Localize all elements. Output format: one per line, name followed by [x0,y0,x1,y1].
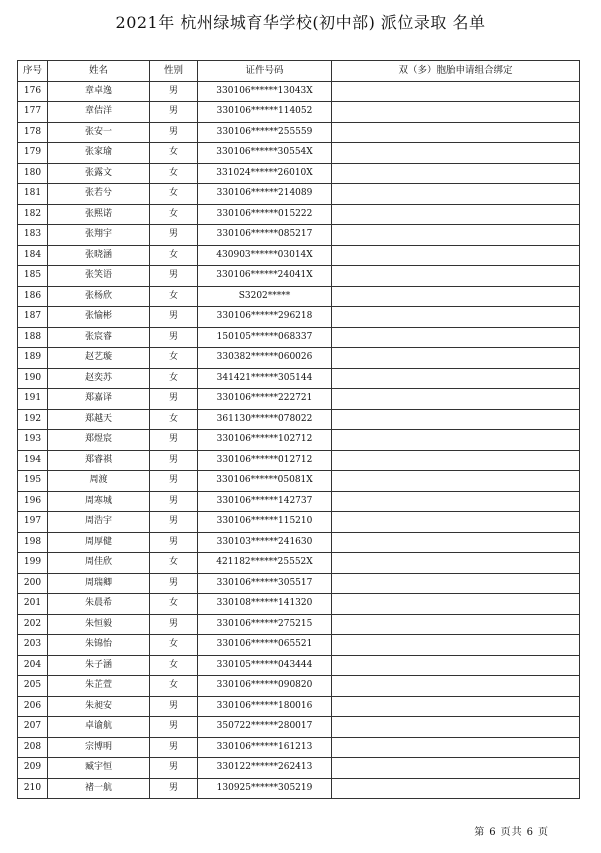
id-number-cell: 330106******161213 [198,737,332,758]
id-number-cell: 331024******26010X [198,163,332,184]
serial-number-cell: 189 [18,348,48,369]
twin-binding-cell [332,696,580,717]
twin-binding-cell [332,573,580,594]
name-cell: 周浩宇 [48,512,150,533]
id-number-cell: 330106******142737 [198,491,332,512]
header-serial-number: 序号 [18,61,48,82]
serial-number-cell: 198 [18,532,48,553]
twin-binding-cell [332,81,580,102]
serial-number-cell: 205 [18,676,48,697]
table-row [18,758,580,779]
serial-number-cell: 179 [18,143,48,164]
name-cell: 郑越天 [48,409,150,430]
gender-cell: 女 [150,594,198,615]
name-cell: 朱锦怡 [48,635,150,656]
name-cell: 郑嘉译 [48,389,150,410]
table-row [18,389,580,410]
header-gender: 性别 [150,61,198,82]
id-number-cell: 350722******280017 [198,717,332,738]
serial-number-cell: 193 [18,430,48,451]
id-number-cell: 330103******241630 [198,532,332,553]
table-row [18,737,580,758]
id-number-cell: 330106******114052 [198,102,332,123]
gender-cell: 男 [150,122,198,143]
serial-number-cell: 186 [18,286,48,307]
name-cell: 朱子涵 [48,655,150,676]
gender-cell: 女 [150,409,198,430]
id-number-cell: 330106******015222 [198,204,332,225]
serial-number-cell: 202 [18,614,48,635]
table-row [18,512,580,533]
serial-number-cell: 185 [18,266,48,287]
twin-binding-cell [332,307,580,328]
gender-cell: 男 [150,512,198,533]
name-cell: 张愉彬 [48,307,150,328]
name-cell: 张晓涵 [48,245,150,266]
twin-binding-cell [332,122,580,143]
serial-number-cell: 200 [18,573,48,594]
gender-cell: 男 [150,307,198,328]
twin-binding-cell [332,327,580,348]
page-suffix: 页 [538,827,549,838]
name-cell: 章佶洋 [48,102,150,123]
page-current: 6 [489,827,497,838]
serial-number-cell: 201 [18,594,48,615]
table-row [18,594,580,615]
gender-cell: 女 [150,676,198,697]
name-cell: 章卓逸 [48,81,150,102]
name-cell: 褚一航 [48,778,150,799]
table-row [18,676,580,697]
name-cell: 张熙诺 [48,204,150,225]
gender-cell: 男 [150,81,198,102]
table-row [18,122,580,143]
twin-binding-cell [332,286,580,307]
twin-binding-cell [332,737,580,758]
gender-cell: 男 [150,737,198,758]
name-cell: 朱晨希 [48,594,150,615]
document-title: 2021年 杭州绿城育华学校(初中部) 派位录取 名单 [115,13,486,32]
id-number-cell: 421182******25552X [198,553,332,574]
serial-number-cell: 178 [18,122,48,143]
twin-binding-cell [332,614,580,635]
name-cell: 周厚健 [48,532,150,553]
twin-binding-cell [332,635,580,656]
id-number-cell: 330106******275215 [198,614,332,635]
twin-binding-cell [332,225,580,246]
twin-binding-cell [332,102,580,123]
serial-number-cell: 177 [18,102,48,123]
serial-number-cell: 196 [18,491,48,512]
serial-number-cell: 191 [18,389,48,410]
id-number-cell: 330106******115210 [198,512,332,533]
id-number-cell: 330106******065521 [198,635,332,656]
twin-binding-cell [332,471,580,492]
serial-number-cell: 192 [18,409,48,430]
table-row [18,102,580,123]
table-row [18,430,580,451]
table-row [18,717,580,738]
twin-binding-cell [332,532,580,553]
gender-cell: 男 [150,532,198,553]
name-cell: 张杨欣 [48,286,150,307]
twin-binding-cell [332,409,580,430]
serial-number-cell: 206 [18,696,48,717]
serial-number-cell: 182 [18,204,48,225]
twin-binding-cell [332,266,580,287]
twin-binding-cell [332,245,580,266]
table-row [18,143,580,164]
gender-cell: 男 [150,389,198,410]
gender-cell: 女 [150,143,198,164]
gender-cell: 女 [150,245,198,266]
table-row [18,655,580,676]
name-cell: 朱昶安 [48,696,150,717]
gender-cell: 女 [150,368,198,389]
id-number-cell: S3202***** [198,286,332,307]
id-number-cell: 330106******24041X [198,266,332,287]
table-row [18,614,580,635]
table-row [18,491,580,512]
table-body [18,81,580,799]
id-number-cell: 130925******305219 [198,778,332,799]
gender-cell: 男 [150,327,198,348]
name-cell: 张宸睿 [48,327,150,348]
name-cell: 臧宇恒 [48,758,150,779]
id-number-cell: 330106******090820 [198,676,332,697]
name-cell: 郑煜宸 [48,430,150,451]
name-cell: 卓谕航 [48,717,150,738]
name-cell: 周瑞卿 [48,573,150,594]
id-number-cell: 330122******262413 [198,758,332,779]
table-row [18,348,580,369]
serial-number-cell: 180 [18,163,48,184]
name-cell: 周渡 [48,471,150,492]
name-cell: 周佳欣 [48,553,150,574]
gender-cell: 女 [150,286,198,307]
id-number-cell: 330106******180016 [198,696,332,717]
serial-number-cell: 207 [18,717,48,738]
twin-binding-cell [332,163,580,184]
gender-cell: 女 [150,163,198,184]
id-number-cell: 330106******085217 [198,225,332,246]
table-row [18,532,580,553]
admission-roster-table [17,60,580,799]
gender-cell: 男 [150,614,198,635]
name-cell: 赵奕苏 [48,368,150,389]
gender-cell: 女 [150,655,198,676]
gender-cell: 男 [150,225,198,246]
table-row [18,778,580,799]
serial-number-cell: 181 [18,184,48,205]
table-row [18,327,580,348]
twin-binding-cell [332,717,580,738]
name-cell: 张露文 [48,163,150,184]
table-row [18,225,580,246]
twin-binding-cell [332,553,580,574]
table-row [18,471,580,492]
table-row [18,573,580,594]
gender-cell: 男 [150,471,198,492]
id-number-cell: 341421******305144 [198,368,332,389]
serial-number-cell: 184 [18,245,48,266]
id-number-cell: 330106******222721 [198,389,332,410]
id-number-cell: 361130******078022 [198,409,332,430]
gender-cell: 女 [150,553,198,574]
table-row [18,184,580,205]
page-footer [472,823,551,838]
gender-cell: 男 [150,102,198,123]
twin-binding-cell [332,348,580,369]
twin-binding-cell [332,204,580,225]
id-number-cell: 330106******05081X [198,471,332,492]
table-row [18,286,580,307]
name-cell: 周寒城 [48,491,150,512]
name-cell: 郑睿祺 [48,450,150,471]
gender-cell: 男 [150,430,198,451]
serial-number-cell: 190 [18,368,48,389]
id-number-cell: 330108******141320 [198,594,332,615]
header-name: 姓名 [48,61,150,82]
twin-binding-cell [332,389,580,410]
table-row [18,553,580,574]
twin-binding-cell [332,368,580,389]
id-number-cell: 330106******30554X [198,143,332,164]
name-cell: 朱恒毅 [48,614,150,635]
name-cell: 张安一 [48,122,150,143]
table-row [18,81,580,102]
id-number-cell: 330106******305517 [198,573,332,594]
header-twin-binding: 双（多）胞胎申请组合绑定 [332,61,580,82]
twin-binding-cell [332,491,580,512]
gender-cell: 女 [150,348,198,369]
table-row [18,245,580,266]
serial-number-cell: 187 [18,307,48,328]
serial-number-cell: 210 [18,778,48,799]
gender-cell: 女 [150,184,198,205]
twin-binding-cell [332,184,580,205]
gender-cell: 男 [150,266,198,287]
name-cell: 张翔宇 [48,225,150,246]
gender-cell: 男 [150,758,198,779]
id-number-cell: 330106******255559 [198,122,332,143]
name-cell: 张家瑜 [48,143,150,164]
twin-binding-cell [332,143,580,164]
serial-number-cell: 204 [18,655,48,676]
id-number-cell: 430903******03014X [198,245,332,266]
table-header-row [18,61,580,82]
table-row [18,450,580,471]
serial-number-cell: 194 [18,450,48,471]
twin-binding-cell [332,450,580,471]
serial-number-cell: 197 [18,512,48,533]
page-prefix: 第 [474,827,486,838]
gender-cell: 男 [150,450,198,471]
id-number-cell: 330382******060026 [198,348,332,369]
id-number-cell: 330106******296218 [198,307,332,328]
table-row [18,696,580,717]
name-cell: 张若兮 [48,184,150,205]
twin-binding-cell [332,655,580,676]
gender-cell: 男 [150,717,198,738]
id-number-cell: 330106******13043X [198,81,332,102]
gender-cell: 女 [150,635,198,656]
serial-number-cell: 188 [18,327,48,348]
id-number-cell: 150105******068337 [198,327,332,348]
serial-number-cell: 203 [18,635,48,656]
id-number-cell: 330106******214089 [198,184,332,205]
twin-binding-cell [332,594,580,615]
serial-number-cell: 209 [18,758,48,779]
table-row [18,368,580,389]
id-number-cell: 330105******043444 [198,655,332,676]
id-number-cell: 330106******102712 [198,430,332,451]
twin-binding-cell [332,430,580,451]
page-total: 6 [526,827,534,838]
serial-number-cell: 199 [18,553,48,574]
gender-cell: 女 [150,204,198,225]
twin-binding-cell [332,512,580,533]
name-cell: 赵艺璇 [48,348,150,369]
serial-number-cell: 183 [18,225,48,246]
table-row [18,409,580,430]
table-row [18,266,580,287]
table-row [18,204,580,225]
serial-number-cell: 176 [18,81,48,102]
header-id-number: 证件号码 [198,61,332,82]
name-cell: 张笑语 [48,266,150,287]
name-cell: 宗博明 [48,737,150,758]
table-row [18,635,580,656]
gender-cell: 男 [150,573,198,594]
serial-number-cell: 208 [18,737,48,758]
table-row [18,307,580,328]
name-cell: 朱芷萱 [48,676,150,697]
page-mid: 页共 [500,827,523,838]
gender-cell: 男 [150,778,198,799]
twin-binding-cell [332,758,580,779]
serial-number-cell: 195 [18,471,48,492]
gender-cell: 男 [150,491,198,512]
id-number-cell: 330106******012712 [198,450,332,471]
table-row [18,163,580,184]
twin-binding-cell [332,676,580,697]
twin-binding-cell [332,778,580,799]
gender-cell: 男 [150,696,198,717]
